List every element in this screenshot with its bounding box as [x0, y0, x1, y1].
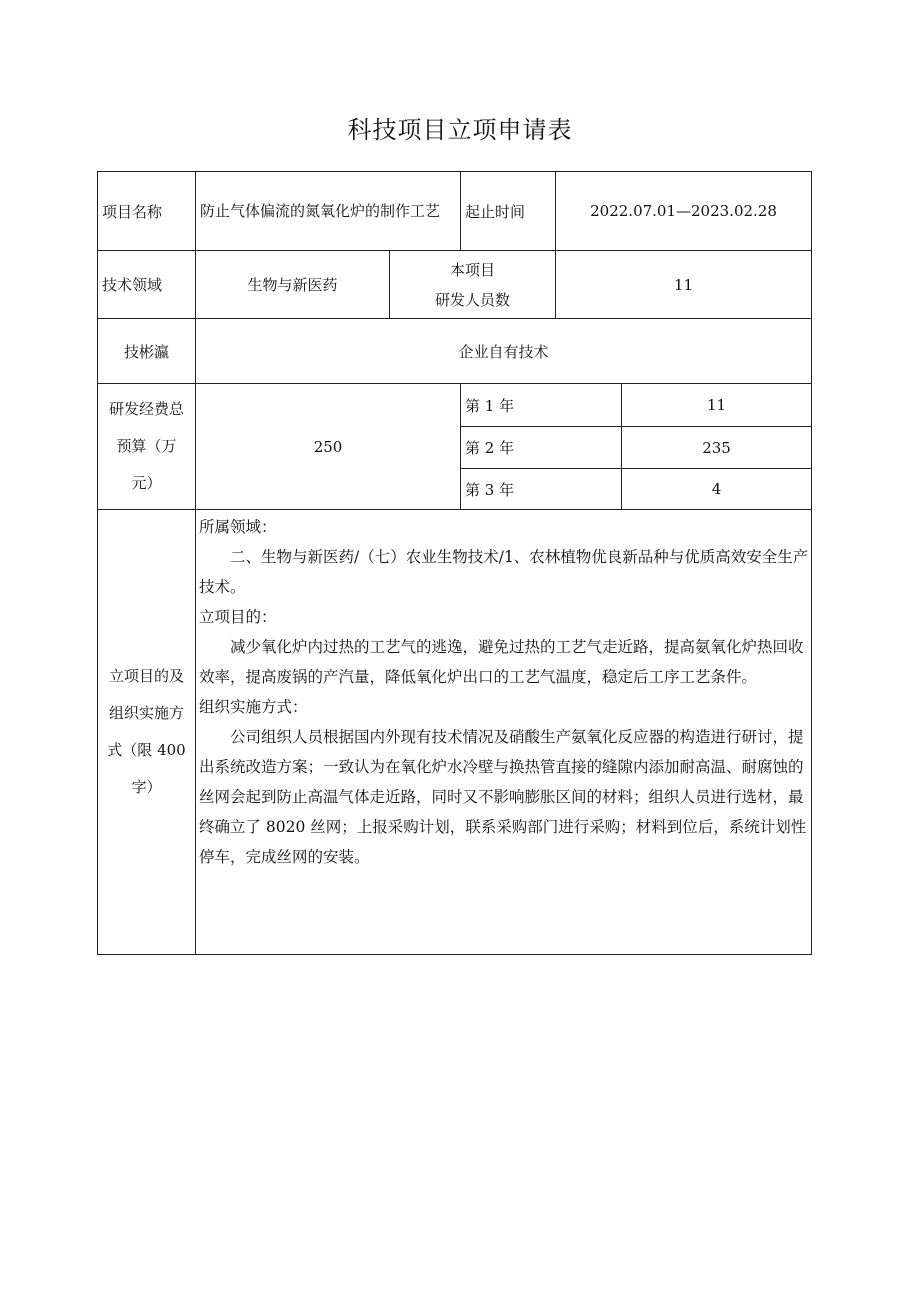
- staff-label-line1: 本项目: [450, 260, 496, 279]
- purpose-label-line2: 组织实施方: [108, 704, 184, 722]
- application-form-table: [97, 171, 812, 955]
- purpose-label-line3: 式（限 400: [107, 741, 186, 759]
- year1-value: 11: [622, 384, 812, 427]
- period-value: 2022.07.01—2023.02.28: [556, 172, 812, 251]
- staff-label-line2: 研发人员数: [435, 290, 511, 309]
- field-heading: 所属领域：: [199, 518, 277, 536]
- year2-value: 235: [622, 427, 812, 469]
- tech-field-label: 技术领域: [98, 251, 196, 319]
- impl-text: 公司组织人员根据国内外现有技术情况及硝酸生产氨氧化反应器的构造进行研讨，提出系统改造方案；一致认为在氧化炉水冷壁与换热管直接的缝隙内添加耐高温、耐腐蚀的丝网会起到防止高温气体走近路，同时又不影响膨胀区间的材料；组织人员进行选材，最终确立了 8020 丝网；上报采购计划，联系采购部门进行采购；材料到位后，系统计划性停车，完成丝网的安装。: [199, 728, 807, 866]
- project-name-label: 项目名称: [98, 172, 196, 251]
- year2-label: 第 2 年: [461, 427, 622, 469]
- row-budget-year1: [98, 384, 812, 427]
- purpose-content: [196, 510, 812, 955]
- staff-label: [390, 251, 556, 319]
- impl-heading: 组织实施方式：: [199, 698, 308, 716]
- page-title: 科技项目立项申请表: [347, 116, 573, 144]
- staff-value: 11: [556, 251, 812, 319]
- period-label: 起止时间: [461, 172, 556, 251]
- row-tech-field: [98, 251, 812, 319]
- budget-label-line1: 研发经费总: [108, 400, 184, 418]
- purpose-label: [98, 510, 196, 955]
- budget-label: [98, 384, 196, 510]
- row-project-name: [98, 172, 812, 251]
- row-purpose: [98, 510, 812, 955]
- tech-source-label: 技彬瀛: [98, 319, 196, 384]
- budget-label-line3: 元）: [131, 474, 162, 492]
- year3-value: 4: [622, 469, 812, 510]
- purpose-label-line4: 字）: [131, 778, 162, 796]
- tech-source-value: 企业自有技术: [196, 319, 812, 384]
- budget-total: 250: [196, 384, 461, 510]
- purpose-text: 减少氧化炉内过热的工艺气的逃逸，避免过热的工艺气走近路，提高氨氧化炉热回收效率，提高废锅的产汽量，降低氧化炉出口的工艺气温度，稳定后工序工艺条件。: [199, 638, 804, 686]
- field-text: 二、生物与新医药/（七）农业生物技术/1、农林植物优良新品种与优质高效安全生产技术。: [199, 548, 809, 596]
- tech-field-value: 生物与新医药: [196, 251, 390, 319]
- purpose-heading: 立项目的：: [199, 608, 277, 626]
- year1-label: 第 1 年: [461, 384, 622, 427]
- project-name-value: 防止气体偏流的氮氧化炉的制作工艺: [196, 172, 461, 251]
- budget-label-line2: 预算（万: [116, 437, 177, 455]
- row-tech-source: [98, 319, 812, 384]
- purpose-label-line1: 立项目的及: [108, 667, 184, 685]
- year3-label: 第 3 年: [461, 469, 622, 510]
